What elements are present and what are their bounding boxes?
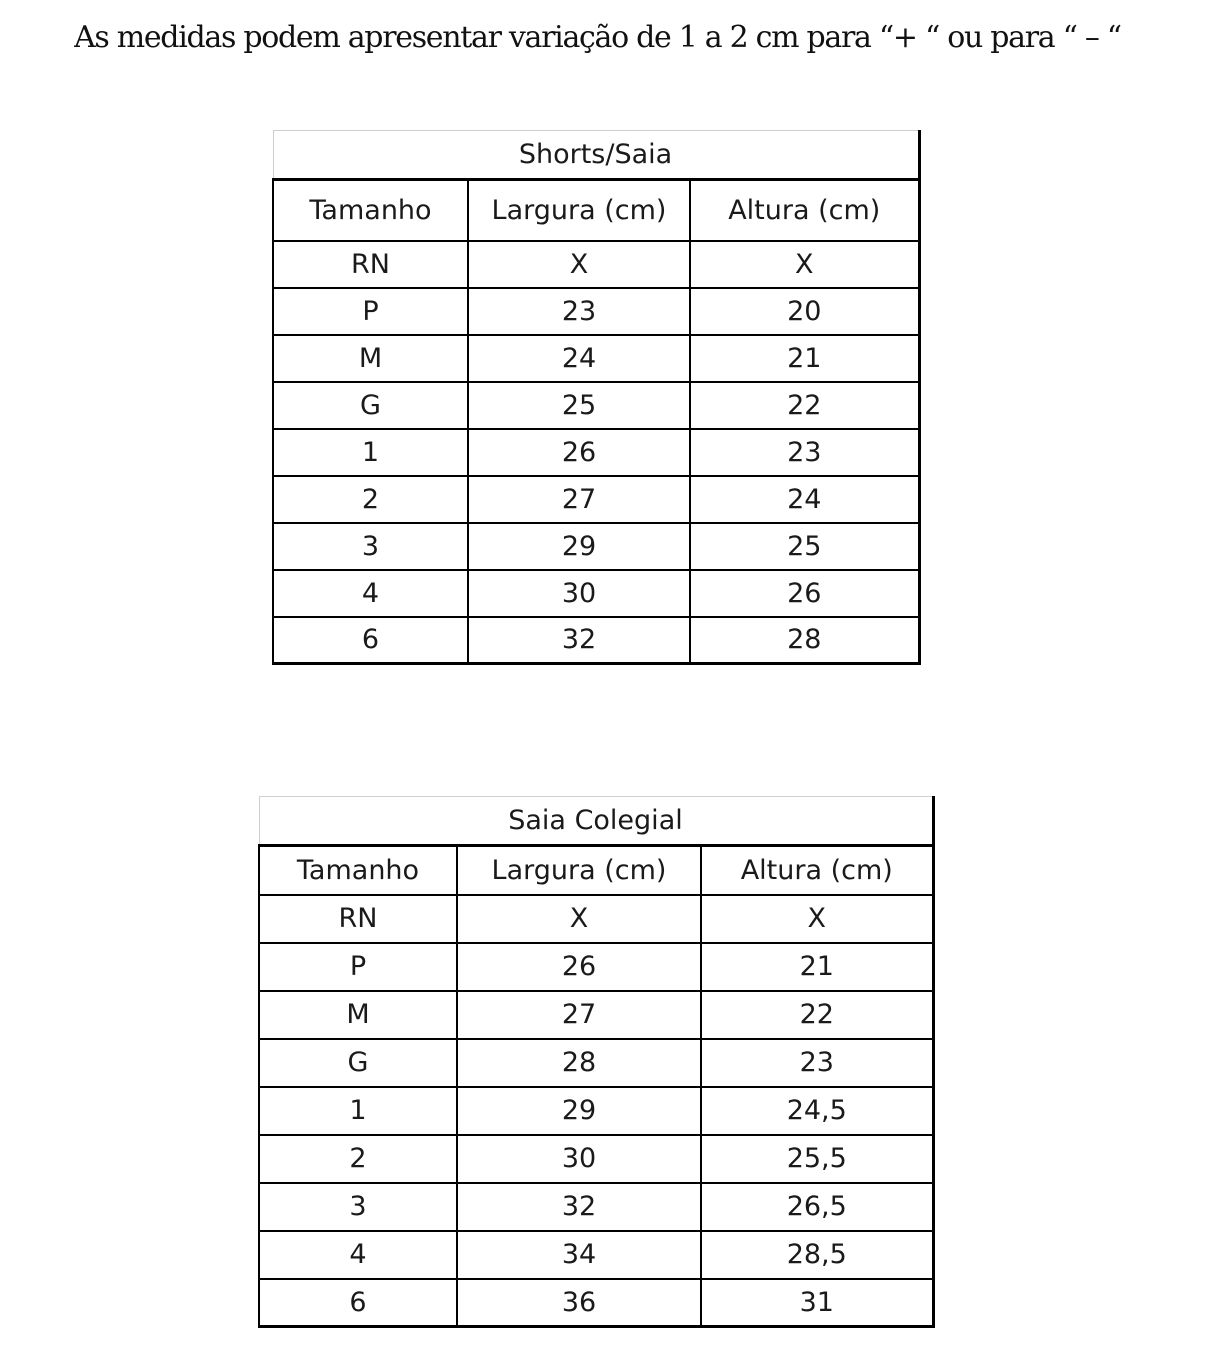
width-cell: 29 (468, 523, 690, 570)
variation-notice: As medidas podem apresentar variação de 1 a 2 cm para “+ “ ou para “ – “ (74, 20, 1121, 55)
size-cell: 3 (273, 523, 468, 570)
height-cell: 28 (690, 617, 919, 664)
table-row (259, 943, 933, 991)
size-cell: RN (259, 895, 457, 943)
table-row (259, 1039, 933, 1087)
size-cell: 6 (273, 617, 468, 664)
height-cell: X (690, 241, 919, 288)
size-cell: M (273, 335, 468, 382)
header-altura: Altura (cm) (690, 180, 919, 241)
table-title-row (273, 131, 919, 180)
width-cell: 34 (457, 1231, 701, 1279)
table-row (259, 1135, 933, 1183)
table-header-row (259, 846, 933, 895)
height-cell: 23 (701, 1039, 933, 1087)
table-row (273, 429, 919, 476)
size-cell: 4 (273, 570, 468, 617)
width-cell: 30 (457, 1135, 701, 1183)
size-cell: 2 (273, 476, 468, 523)
size-cell: P (273, 288, 468, 335)
height-cell: X (701, 895, 933, 943)
width-cell: 26 (468, 429, 690, 476)
height-cell: 25,5 (701, 1135, 933, 1183)
table-row (273, 617, 919, 664)
width-cell: 36 (457, 1279, 701, 1327)
height-cell: 28,5 (701, 1231, 933, 1279)
height-cell: 20 (690, 288, 919, 335)
width-cell: 24 (468, 335, 690, 382)
width-cell: 23 (468, 288, 690, 335)
height-cell: 26,5 (701, 1183, 933, 1231)
height-cell: 24 (690, 476, 919, 523)
table-row (273, 476, 919, 523)
width-cell: 28 (457, 1039, 701, 1087)
header-largura: Largura (cm) (468, 180, 690, 241)
size-cell: G (273, 382, 468, 429)
size-cell: 2 (259, 1135, 457, 1183)
size-cell: 4 (259, 1231, 457, 1279)
header-largura: Largura (cm) (457, 846, 701, 895)
width-cell: 32 (468, 617, 690, 664)
height-cell: 21 (690, 335, 919, 382)
table-row (259, 1183, 933, 1231)
shorts-saia-size-table (272, 130, 921, 665)
table-row (273, 523, 919, 570)
header-tamanho: Tamanho (259, 846, 457, 895)
table-row (259, 1087, 933, 1135)
table-row (259, 1279, 933, 1327)
size-cell: P (259, 943, 457, 991)
table-title: Saia Colegial (259, 797, 933, 846)
size-cell: RN (273, 241, 468, 288)
size-cell: G (259, 1039, 457, 1087)
width-cell: 29 (457, 1087, 701, 1135)
table-title: Shorts/Saia (273, 131, 919, 180)
width-cell: X (457, 895, 701, 943)
height-cell: 22 (690, 382, 919, 429)
saia-colegial-size-table (258, 796, 935, 1328)
table-row (273, 288, 919, 335)
size-cell: 6 (259, 1279, 457, 1327)
height-cell: 21 (701, 943, 933, 991)
width-cell: 25 (468, 382, 690, 429)
size-cell: 3 (259, 1183, 457, 1231)
height-cell: 24,5 (701, 1087, 933, 1135)
header-altura: Altura (cm) (701, 846, 933, 895)
size-cell: 1 (259, 1087, 457, 1135)
size-cell: 1 (273, 429, 468, 476)
width-cell: X (468, 241, 690, 288)
height-cell: 31 (701, 1279, 933, 1327)
table-row (259, 991, 933, 1039)
size-cell: M (259, 991, 457, 1039)
table-title-row (259, 797, 933, 846)
height-cell: 25 (690, 523, 919, 570)
table-row (259, 1231, 933, 1279)
width-cell: 32 (457, 1183, 701, 1231)
table-row (259, 895, 933, 943)
header-tamanho: Tamanho (273, 180, 468, 241)
width-cell: 27 (457, 991, 701, 1039)
table-row (273, 570, 919, 617)
table-header-row (273, 180, 919, 241)
table-row (273, 241, 919, 288)
width-cell: 26 (457, 943, 701, 991)
height-cell: 23 (690, 429, 919, 476)
height-cell: 26 (690, 570, 919, 617)
width-cell: 30 (468, 570, 690, 617)
table-row (273, 382, 919, 429)
table-row (273, 335, 919, 382)
height-cell: 22 (701, 991, 933, 1039)
width-cell: 27 (468, 476, 690, 523)
